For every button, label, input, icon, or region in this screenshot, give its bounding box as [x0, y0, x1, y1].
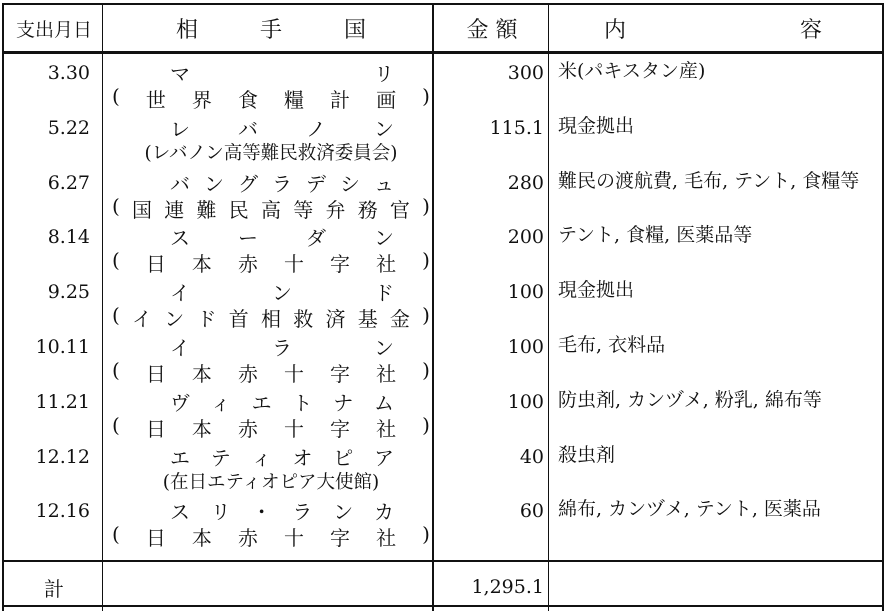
organization-char: 社: [376, 526, 397, 551]
organization-char: 連: [164, 197, 185, 222]
country-char: テ: [210, 445, 231, 470]
row-amount: 100: [507, 281, 544, 304]
header-amount: 金 額: [466, 17, 518, 43]
row-organization: [112, 522, 430, 551]
total-amount: 1,295.1: [471, 576, 544, 598]
country-char: ・: [251, 500, 272, 525]
organization-char: 十: [284, 526, 304, 551]
header-country-char: 手: [259, 17, 282, 43]
row-content: 現金拠出: [558, 279, 635, 302]
country-char: バ: [170, 171, 190, 196]
country-char: ス: [170, 226, 190, 251]
country-char: ン: [333, 500, 354, 525]
total-rule: [2, 560, 884, 562]
row-organization: [112, 358, 430, 387]
country-char: ィ: [210, 390, 231, 415]
country-char: マ: [170, 62, 190, 86]
organization-char: 世: [145, 88, 166, 112]
organization-char: ): [422, 358, 430, 382]
row-date: 12.12: [35, 445, 90, 468]
organization-char: ): [422, 248, 430, 273]
row-date: 3.30: [47, 62, 90, 84]
row-amount: 115.1: [489, 116, 544, 139]
country-char: バ: [238, 116, 258, 141]
country-char: ン: [374, 226, 394, 251]
organization-char: 食: [237, 88, 258, 112]
organization-char: 等: [293, 197, 314, 222]
country-char: ン: [374, 116, 394, 141]
row-date: 11.21: [35, 390, 90, 413]
row-content: 現金拠出: [558, 114, 635, 137]
row-country: [112, 58, 430, 87]
organization-char: 官: [389, 197, 410, 222]
country-char: ン: [374, 336, 394, 360]
row-content: 防虫剤, カンヅメ, 粉乳, 綿布等: [558, 388, 822, 411]
total-label: 計: [44, 576, 64, 601]
country-char: カ: [373, 500, 394, 525]
organization-char: 相: [260, 307, 281, 332]
organization-char: 社: [376, 362, 397, 386]
row-content: 毛布, 衣料品: [558, 334, 666, 356]
country-char: ン: [272, 281, 292, 306]
organization-char: (: [112, 412, 120, 437]
row-country: [112, 496, 430, 525]
organization-char: 画: [376, 88, 397, 112]
country-char: ー: [238, 226, 258, 251]
country-char: ト: [292, 390, 313, 415]
organization-char: (: [112, 522, 120, 547]
col-divider-amount: [548, 3, 549, 611]
row-amount: 300: [507, 62, 544, 84]
row-date: 12.16: [35, 500, 90, 523]
country-char: イ: [170, 281, 190, 306]
organization-char: 民: [228, 197, 249, 222]
country-char: デ: [306, 171, 326, 196]
organization-char: 字: [330, 362, 351, 386]
country-char: ン: [204, 171, 224, 196]
organization-char: 務: [357, 197, 378, 222]
organization-char: 日: [145, 362, 166, 386]
country-char: シ: [340, 171, 360, 196]
country-char: ィ: [251, 445, 272, 470]
right-border: [882, 3, 884, 611]
country-char: ナ: [333, 390, 354, 415]
country-char: ノ: [306, 116, 326, 141]
organization-char: 十: [284, 362, 304, 386]
organization-char: ): [422, 412, 430, 437]
row-organization: [112, 84, 430, 113]
organization-char: 基: [357, 307, 378, 332]
organization-char: 糧: [284, 88, 304, 112]
organization-char: 社: [376, 416, 397, 441]
country-char: リ: [374, 62, 394, 86]
country-char: ュ: [374, 171, 394, 196]
row-country: [112, 222, 430, 251]
organization-char: (在日エティオピア大使館): [162, 471, 380, 493]
country-char: ド: [374, 281, 394, 306]
organization-char: 字: [330, 252, 351, 277]
row-country: [112, 168, 430, 197]
organization-char: 済: [325, 307, 346, 332]
row-date: 6.27: [47, 171, 90, 194]
header-content-char: 容: [799, 17, 822, 43]
row-content: 米(パキスタン産): [558, 60, 706, 82]
row-date: 8.14: [47, 226, 90, 249]
row-country: [112, 442, 430, 471]
row-organization: [112, 248, 430, 277]
row-country: [112, 387, 430, 416]
col-divider-date: [102, 3, 103, 611]
row-content: テント, 食糧, 医薬品等: [558, 224, 753, 247]
organization-char: 国: [132, 197, 153, 222]
organization-char: ): [422, 303, 430, 328]
country-char: ピ: [333, 445, 354, 470]
country-char: ア: [373, 445, 394, 470]
organization-char: ): [422, 522, 430, 547]
organization-char: 赤: [237, 526, 258, 551]
header-country-char: 国: [343, 17, 366, 43]
country-char: エ: [251, 390, 272, 415]
organization-char: 首: [228, 307, 249, 332]
row-organization: [112, 413, 430, 442]
organization-char: 赤: [237, 252, 258, 277]
organization-char: 高: [260, 197, 281, 222]
row-organization: [112, 194, 430, 223]
header-date: 支出月日: [15, 18, 92, 41]
organization-char: ン: [164, 307, 185, 332]
row-country: [112, 332, 430, 361]
header-content-char: 内: [604, 17, 627, 43]
row-country: [112, 113, 430, 142]
row-amount: 100: [507, 336, 544, 358]
header-country-char: 相: [176, 17, 199, 43]
organization-char: 金: [389, 307, 410, 332]
organization-char: 十: [284, 252, 304, 277]
organization-char: 本: [191, 416, 212, 441]
organization-char: 本: [191, 526, 212, 551]
organization-char: 赤: [237, 362, 258, 386]
row-amount: 100: [507, 390, 544, 413]
organization-char: 難: [196, 197, 217, 222]
organization-char: 社: [376, 252, 397, 277]
row-date: 5.22: [47, 116, 90, 139]
header-rule: [2, 51, 884, 54]
row-organization: [112, 303, 430, 332]
country-char: ラ: [272, 336, 292, 360]
country-char: オ: [292, 445, 313, 470]
header-country: [176, 6, 366, 50]
row-amount: 200: [507, 226, 544, 249]
row-date: 9.25: [47, 281, 90, 304]
row-amount: 280: [507, 171, 544, 194]
country-char: グ: [238, 171, 258, 196]
row-date: 10.11: [35, 336, 90, 358]
organization-char: ド: [196, 307, 217, 332]
organization-char: 日: [145, 416, 166, 441]
country-char: エ: [170, 445, 190, 470]
country-char: ム: [373, 390, 394, 415]
organization-char: 字: [330, 526, 351, 551]
row-organization: [112, 139, 430, 165]
organization-char: 本: [191, 252, 212, 277]
organization-char: 日: [145, 252, 166, 277]
row-amount: 60: [519, 500, 544, 523]
organization-char: ): [422, 84, 430, 108]
organization-char: 計: [330, 88, 351, 112]
organization-char: 字: [330, 416, 351, 441]
left-border: [2, 3, 4, 611]
row-content: 綿布, カンヅメ, テント, 医薬品: [558, 498, 821, 521]
organization-char: (レバノン高等難民救済委員会): [144, 142, 398, 164]
organization-char: (: [112, 193, 120, 218]
organization-char: 赤: [237, 416, 258, 441]
organization-char: イ: [132, 307, 153, 332]
organization-char: 本: [191, 362, 212, 386]
country-char: ダ: [306, 226, 326, 251]
row-content: 殺虫剤: [558, 443, 616, 466]
top-border: [2, 3, 884, 5]
organization-char: 十: [284, 416, 304, 441]
country-char: リ: [210, 500, 231, 525]
col-divider-country: [432, 3, 434, 611]
row-organization: [112, 468, 430, 494]
organization-char: 救: [293, 307, 314, 332]
organization-char: (: [112, 303, 120, 328]
header-content: [604, 6, 822, 50]
organization-char: (: [112, 84, 120, 108]
organization-char: 界: [191, 88, 212, 112]
country-char: ヴ: [170, 390, 190, 415]
organization-char: 弁: [325, 197, 346, 222]
row-content: 難民の渡航費, 毛布, テント, 食糧等: [558, 169, 860, 192]
country-char: イ: [170, 336, 190, 360]
row-country: [112, 277, 430, 306]
country-char: レ: [170, 116, 190, 141]
country-char: ラ: [292, 500, 313, 525]
organization-char: (: [112, 248, 120, 273]
country-char: ラ: [272, 171, 292, 196]
country-char: ス: [170, 500, 190, 525]
organization-char: (: [112, 358, 120, 382]
row-amount: 40: [519, 445, 544, 468]
organization-char: 日: [145, 526, 166, 551]
organization-char: ): [422, 193, 430, 218]
